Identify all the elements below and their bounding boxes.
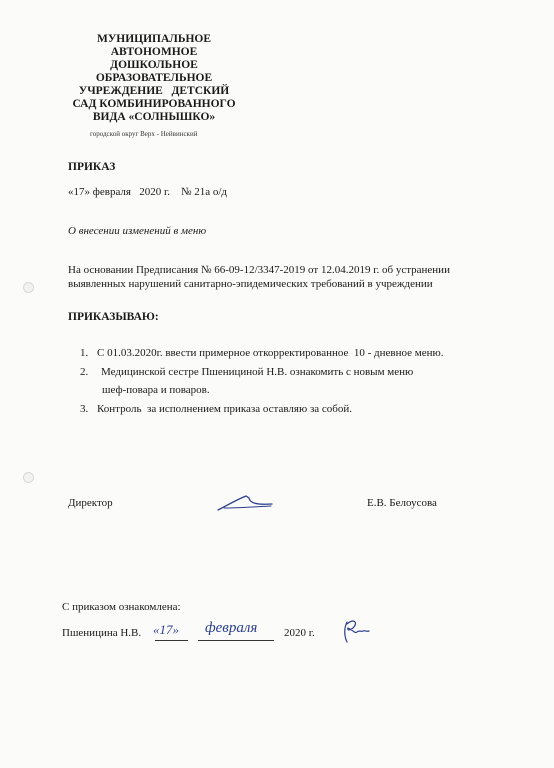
list-item-number: 1. — [80, 347, 89, 359]
order-subject: О внесении изменений в меню — [68, 225, 207, 237]
director-signature-mark — [216, 492, 276, 512]
org-header — [62, 33, 246, 124]
org-line: АВТОНОМНОЕ — [110, 46, 198, 58]
list-item-text: Контроль за исполнением приказа оставляю за собой. — [97, 403, 353, 415]
acknowledgement-day-line — [155, 640, 188, 641]
acknowledgement-month: февраля — [205, 620, 258, 636]
punch-hole-top — [23, 282, 34, 293]
order-command: ПРИКАЗЫВАЮ: — [68, 311, 159, 323]
acknowledgement-heading: С приказом ознакомлена: — [62, 601, 181, 613]
order-date: «17» февраля 2020 г. — [68, 186, 171, 198]
acknowledgement-year: 2020 г. — [284, 627, 315, 639]
punch-hole-bottom — [23, 472, 34, 483]
list-item — [80, 403, 352, 415]
acknowledgement-signature-mark — [341, 618, 371, 644]
list-item-continuation: шеф-повара и поваров. — [102, 384, 210, 396]
list-item-text: Медицинской сестре Пшенициной Н.В. ознакомить с новым меню — [101, 366, 414, 378]
list-item — [80, 347, 443, 359]
org-line: УЧРЕЖДЕНИЕ ДЕТСКИЙ — [78, 85, 230, 97]
acknowledgement-month-line — [198, 640, 274, 641]
org-district: городской округ Верх - Нейвинский — [90, 130, 198, 138]
list-item-number: 3. — [80, 403, 89, 415]
order-basis-line-1: На основании Предписания № 66-09-12/3347-2019 от 12.04.2019 г. об устранении — [68, 264, 450, 276]
org-line: ОБРАЗОВАТЕЛЬНОЕ — [95, 72, 213, 84]
acknowledgement-day: «17» — [153, 622, 179, 637]
list-item — [80, 366, 413, 378]
org-line: ДОШКОЛЬНОЕ — [110, 59, 198, 71]
order-basis-line-2: выявленных нарушений санитарно-эпидемических требований в учреждении — [68, 278, 433, 290]
order-title: ПРИКАЗ — [68, 161, 116, 173]
org-line: МУНИЦИПАЛЬНОЕ — [96, 33, 212, 45]
acknowledgement-person: Пшеницина Н.В. — [62, 627, 142, 639]
signature-role: Директор — [68, 497, 113, 509]
signature-name: Е.В. Белоусова — [367, 497, 437, 509]
org-line: САД КОМБИНИРОВАННОГО — [72, 98, 236, 110]
list-item-number: 2. — [80, 366, 89, 378]
org-line: ВИДА «СОЛНЫШКО» — [92, 111, 216, 123]
order-number: № 21а о/д — [181, 186, 228, 198]
list-item-text: С 01.03.2020г. ввести примерное откорректированное 10 - дневное меню. — [97, 347, 444, 359]
